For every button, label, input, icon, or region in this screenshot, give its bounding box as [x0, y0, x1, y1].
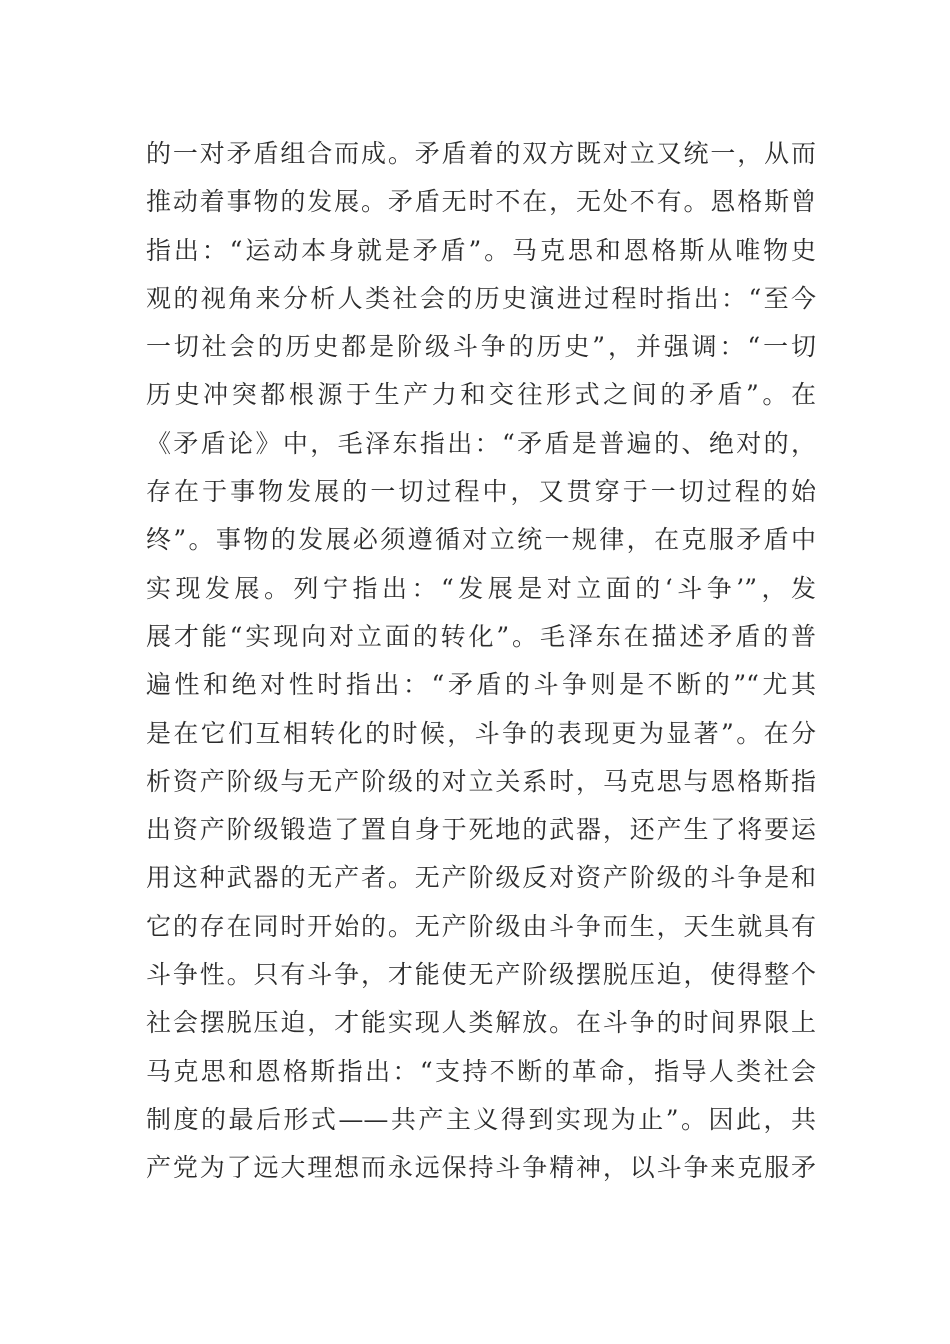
text-line: 实现发展。列宁指出：“发展是对立面的‘斗争’”，发 — [146, 573, 816, 603]
text-line: 遍性和绝对性时指出：“矛盾的斗争则是不断的”“尤其 — [146, 670, 816, 700]
text-line: 历史冲突都根源于生产力和交往形式之间的矛盾”。在 — [146, 380, 816, 410]
text-line: 终”。事物的发展必须遵循对立统一规律，在克服矛盾中 — [146, 525, 816, 555]
text-line: 推动着事物的发展。矛盾无时不在，无处不有。恩格斯曾 — [146, 187, 816, 217]
text-line: 产党为了远大理想而永远保持斗争精神，以斗争来克服矛 — [146, 1153, 816, 1183]
text-line: 社会摆脱压迫，才能实现人类解放。在斗争的时间界限上 — [146, 1008, 816, 1038]
text-line: 出资产阶级锻造了置自身于死地的武器，还产生了将要运 — [146, 815, 816, 845]
text-line: 斗争性。只有斗争，才能使无产阶级摆脱压迫，使得整个 — [146, 960, 816, 990]
text-line: 马克思和恩格斯指出：“支持不断的革命，指导人类社会 — [146, 1056, 816, 1086]
text-line: 的一对矛盾组合而成。矛盾着的双方既对立又统一，从而 — [146, 139, 816, 168]
text-line: 指出：“运动本身就是矛盾”。马克思和恩格斯从唯物史 — [146, 235, 816, 265]
body-text — [146, 130, 816, 1193]
text-line: 展才能“实现向对立面的转化”。毛泽东在描述矛盾的普 — [146, 621, 816, 651]
text-line: 《矛盾论》中，毛泽东指出：“矛盾是普遍的、绝对的， — [146, 428, 816, 458]
text-line: 存在于事物发展的一切过程中，又贯穿于一切过程的始 — [146, 477, 816, 507]
text-line: 它的存在同时开始的。无产阶级由斗争而生，天生就具有 — [146, 911, 816, 941]
text-line: 是在它们互相转化的时候，斗争的表现更为显著”。在分 — [146, 718, 816, 748]
text-line: 观的视角来分析人类社会的历史演进过程时指出：“至今 — [146, 283, 816, 313]
text-line: 析资产阶级与无产阶级的对立关系时，马克思与恩格斯指 — [146, 766, 816, 796]
text-line: 用这种武器的无产者。无产阶级反对资产阶级的斗争是和 — [146, 863, 816, 893]
text-line: 一切社会的历史都是阶级斗争的历史”，并强调：“一切 — [146, 332, 816, 362]
text-line: 制度的最后形式——共产主义得到实现为止”。因此，共 — [146, 1104, 816, 1134]
